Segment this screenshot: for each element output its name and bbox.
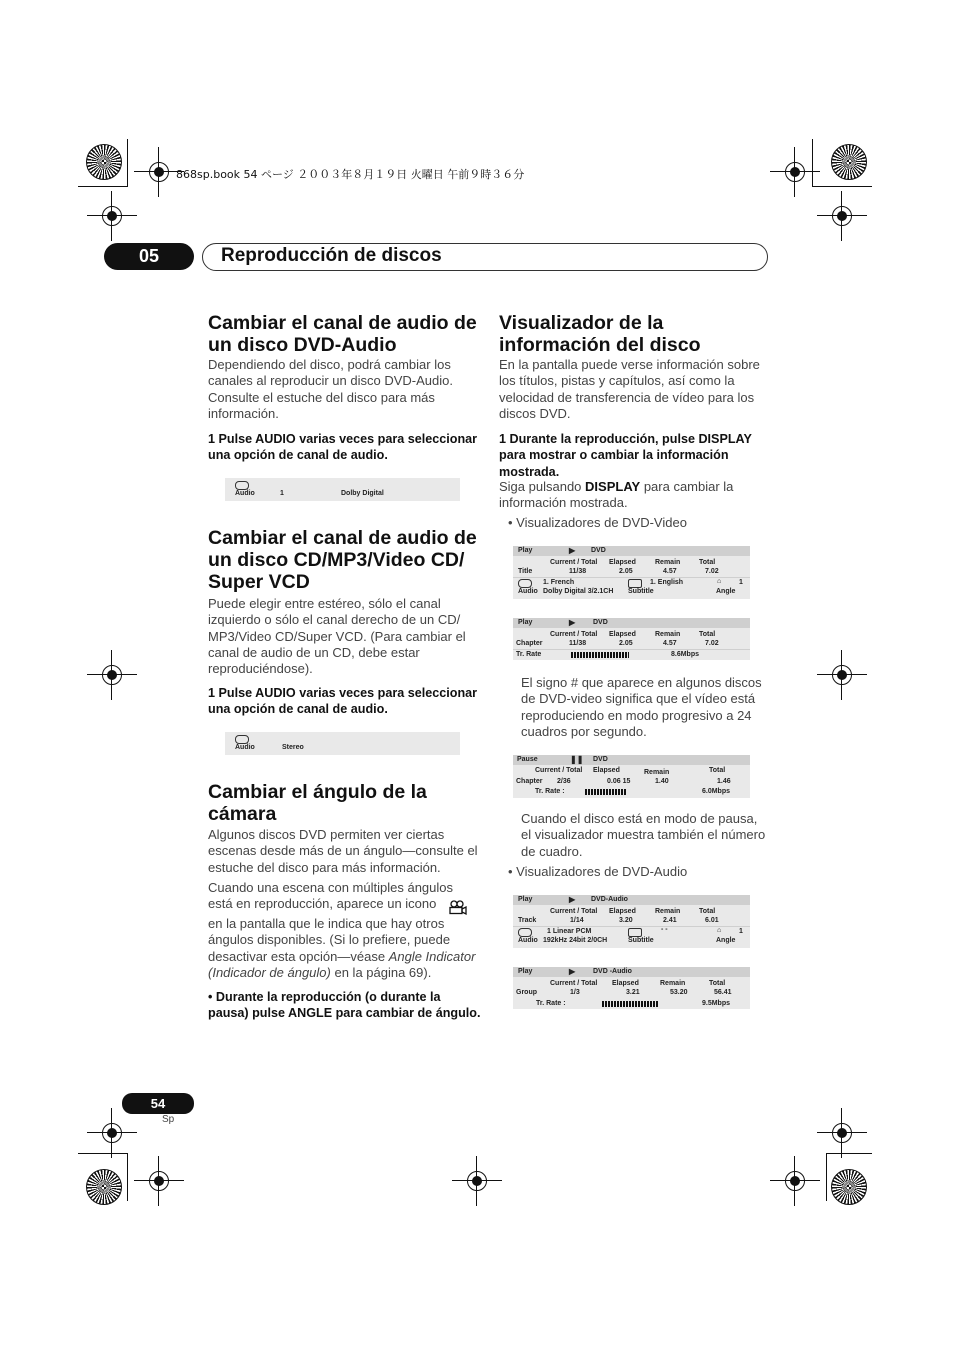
crop-line [812,139,813,187]
crosshair-mark [95,199,129,233]
crop-line [826,1153,827,1201]
step-subtext: Siga pulsando DISPLAY para cambiar la información mostrada. [499,479,734,511]
chapter-number: 05 [104,243,194,270]
crosshair-mark [95,658,129,692]
osd-label: Audio [235,490,255,497]
section-title-cd-audio: Cambiar el canal de audio de un disco CD/MP3/Video CD/ Super VCD [208,527,477,593]
crop-line [78,186,128,187]
osd-dvd-audio-track: Play ▶ DVD-Audio Current / Total Elapsed Remain Total Track 1/14 3.20 2.41 6.01 1 Linear PCM - - ⌂ 1 Audio 192kHz 24bit 2/0CH Subtitle Angle [513,895,750,948]
section-body: En la pantalla puede verse información sobre los títulos, pistas y capítulos, así como la velocidad de transferencia de vídeo para los discos DVD. [499,357,760,421]
angle-indicator-ref: Angle Indicator (Indicador de ángulo) [208,948,476,980]
registration-starburst [86,1169,122,1205]
play-icon: ▶ [569,618,576,627]
play-icon: ▶ [569,967,576,976]
osd-dvd-video-title: Play ▶ DVD Current / Total Elapsed Remain Total Title 11/38 2.05 4.57 7.02 1. French 1. English ⌂ 1 Audio Dolby Digital 3/2.1CH Subtitle Angle [513,546,750,599]
crosshair-mark [778,155,812,189]
transfer-rate-meter [585,789,627,795]
page-language: Sp [162,1114,175,1125]
section-title-disc-info: Visualizador de la información del disco [499,312,701,356]
section-title-dvd-audio: Cambiar el canal de audio de un disco DVD-Audio [208,312,477,356]
section-body: en la pantalla que le indica que hay otros ángulos disponibles. (Si lo prefiere, puede desactivar esta opción—véase Angle Indicator (Indicador de ángulo) en la página 69). [208,916,476,980]
osd-dvd-video-pause: Pause ❚❚ DVD Current / Total Elapsed Remain Total Chapter 2/36 0.06 15 1.40 1.46 Tr. Rate : 6.0Mbps [513,755,750,798]
step-text: • Durante la reproducción (o durante la pausa) pulse ANGLE para cambiar de ángulo. [208,990,481,1021]
pause-icon: ❚❚ [570,755,584,764]
angle-icon: ⌂ [717,578,722,585]
crosshair-mark [825,658,859,692]
section-body: Puede elegir entre estéreo, sólo el canal izquierdo o sólo el canal derecho de un CD/ MP3/Video CD/Super VCD. (Para cambiar el canal de audio de un CD, debe estar reproduciéndose). [208,596,466,677]
step-text: 1 Durante la reproducción, pulse DISPLAY para mostrar o cambiar la información mostrada. [499,432,752,479]
transfer-rate-meter [602,1001,658,1007]
section-body: Dependiendo del disco, podrá cambiar los canales al reproducir un disco DVD-Audio. Consulte el estuche del disco para más información. [208,357,453,421]
play-icon: ▶ [569,546,576,555]
section-body: Algunos discos DVD permiten ver ciertas escenas desde más de un ángulo—consulte el estuche del disco para más información. [208,827,478,875]
step-text: 1 Pulse AUDIO varias veces para seleccionar una opción de canal de audio. [208,432,478,463]
chapter-title-bar [202,243,768,271]
registration-starburst [831,144,867,180]
osd-audio-stereo [225,732,460,755]
transfer-rate-meter [571,652,629,658]
crop-line [127,1153,128,1201]
crosshair-mark [142,155,176,189]
chapter-title: Reproducción de discos [221,245,442,266]
registration-starburst [86,144,122,180]
crop-line [826,1153,872,1154]
section-title-camera-angle: Cambiar el ángulo de la cámara [208,781,427,825]
print-header-note: 868sp.book 54 ページ ２００３年８月１９日 火曜日 午前９時３６分 [176,168,525,181]
registration-starburst [831,1169,867,1205]
bullet-dvd-audio: • Visualizadores de DVD-Audio [508,864,688,879]
page-number: 54 [122,1093,194,1114]
crosshair-mark [460,1164,494,1198]
play-icon: ▶ [569,895,576,904]
crop-line [127,139,128,187]
osd-dvd-audio-group: Play ▶ DVD -Audio Current / Total Elapsed Remain Total Group 1/3 3.21 53.20 56.41 Tr. Rate : 9.5Mbps [513,967,750,1009]
crosshair-mark [95,1116,129,1150]
crop-line [78,1153,128,1154]
angle-camera-icon [448,900,468,916]
section-body: Cuando una escena con múltiples ángulos está en reproducción, aparece un icono [208,880,454,912]
crosshair-mark [778,1164,812,1198]
angle-icon: ⌂ [717,927,722,934]
crosshair-mark [142,1164,176,1198]
note-pause: Cuando el disco está en modo de pausa, el visualizador muestra también el número de cuadro. [521,811,766,859]
osd-audio-dolby [225,478,460,501]
crop-line [812,186,872,187]
bullet-dvd-video: • Visualizadores de DVD-Video [508,515,687,530]
crosshair-mark [825,1116,859,1150]
osd-value: Dolby Digital [341,490,384,497]
osd-value: 1 [280,490,284,497]
osd-label: Audio [235,744,255,751]
crosshair-mark [825,199,859,233]
osd-value: Stereo [282,744,304,751]
osd-dvd-video-chapter: Play ▶ DVD Current / Total Elapsed Remain Total Chapter 11/38 2.05 4.57 7.02 Tr. Rate 8.6Mbps [513,618,750,660]
step-text: 1 Pulse AUDIO varias veces para seleccionar una opción de canal de audio. [208,686,478,717]
note-progressive: El signo # que aparece en algunos discos de DVD-video significa que el vídeo está reproduciendo en modo progresivo a 24 cuadros por segundo. [521,675,762,739]
